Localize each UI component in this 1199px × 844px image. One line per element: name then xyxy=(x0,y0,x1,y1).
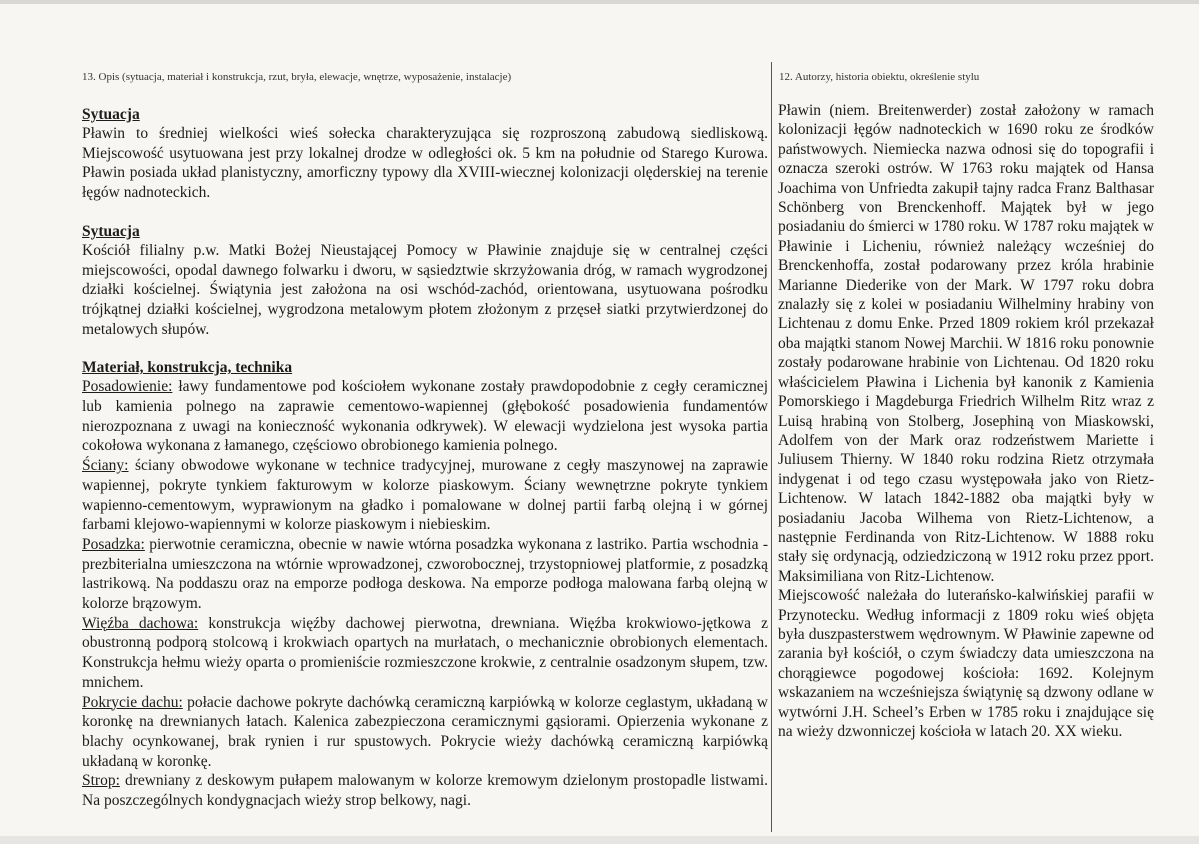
material-item-label: Ściany: xyxy=(82,457,129,475)
material-item-text: ławy fundamentowe pod kościołem wykonane zostały prawdopodobnie z cegły ceramicznej lub kamienia polnego na zaprawie cementowo-wapiennej (głębokość posadowienia fundamentów nierozpoznana z uwagi na konieczność wykonania odkrywek). W elewacji wydzielona jest wysoka partia cokołowa wykonana z łamanego, częściowo obrobionego kamienia polnego. xyxy=(82,378,768,455)
material-item-walls xyxy=(82,456,768,535)
material-item-floor xyxy=(82,535,768,614)
history-column xyxy=(778,70,1154,741)
description-column xyxy=(82,70,768,811)
material-item-roofing xyxy=(82,693,768,772)
material-item-label: Więźba dachowa: xyxy=(82,614,199,632)
section-title-material: Materiał, konstrukcja, technika xyxy=(82,359,293,377)
material-item-roof-truss xyxy=(82,614,768,693)
material-item-text: ściany obwodowe wykonane w technice tradycyjnej, murowane z cegły maszynowej na zaprawie wapiennej, pokryte tynkiem fakturowym w kolorze piaskowym. Ściany wewnętrzne pokryte tynkiem wapienno-cementowym, wyprawionym na gładko i pomalowane w dolnej partii farbą olejną i w górnej farbami klejowo-wapiennymi w kolorze piaskowym i niebieskim. xyxy=(82,457,768,534)
material-item-text: konstrukcja więźby dachowej pierwotna, drewniana. Więźba krokwiowo-jętkowa z obustronną podporą stolcową i krokwiach opartych na murłatach, o mechanicznie obrobionych elementach. Konstrukcja hełmu wieży oparta o promieniście rozmieszczone krokwie, z centralnie osadzonym słupem, tzw. mnichem. xyxy=(82,614,768,691)
material-item-text: połacie dachowe pokryte dachówką ceramiczną karpiówką w kolorze ceglastym, układaną w koronkę na drewnianych łatach. Kalenica zabezpieczona ceramicznymi gąsiorami. Opierzenia wykonane z blachy ocynkowanej, brak rynien i rur spustowych. Pokrycie wieży dachówką ceramiczną karpiówką układaną w koronkę. xyxy=(82,693,769,770)
description-caption: 13. Opis (sytuacja, materiał i konstrukcja, rzut, bryła, elewacje, wnętrze, wyposażenie, instalacje) xyxy=(82,71,512,83)
history-text-parish: Miejscowość należała do luterańsko-kalwińskiej parafii w Przynotecku. Według informacji z 1809 roku wieś objęta była duszpasterstwem wędrownym. W Pławinie zapewne od zarania był kościół, o czym świadczy data umieszczona na chorągiewce pogodowej kościoła: 1692. Kolejnym wskazaniem na wcześniejsza świątynię są dzwony odlane w wytwórni J.H. Scheel’s Erben w 1785 roku i znajdujące się na wieży dzwonniczej kościoła w latach 20. XX wieku. xyxy=(778,587,1154,740)
material-item-foundation xyxy=(82,377,768,456)
material-item-text: drewniany z deskowym pułapem malowanym w kolorze kremowym dzielonym prostopadle listwami. Na poszczególnych kondygnacjach wieży strop belkowy, nagi. xyxy=(82,772,768,810)
material-item-ceiling xyxy=(82,771,768,810)
section-text-situation-church: Kościół filialny p.w. Matki Bożej Nieustającej Pomocy w Pławinie znajduje się w centralnej części miejscowości, opodal dawnego folwarku i dworu, w sąsiedztwie skrzyżowania dróg, w ramach wygrodzonej działki kościelnej. Świątynia jest założona na osi wschód-zachód, orientowana, usytuowana pośrodku trójkątnej działki kościelnej, wygrodzona metalowym płotem złożonym z przęseł siatki przytwierdzonej do metalowych słupów. xyxy=(82,241,768,338)
scan-edge-top xyxy=(0,0,1199,4)
history-caption: 12. Autorzy, historia obiektu, określenie stylu xyxy=(779,71,980,83)
material-item-text: pierwotnie ceramiczna, obecnie w nawie wtórna posadzka wykonana z lastriko. Partia wschodnia - prezbiterialna umieszczona na wtórnie wprowadzonej, czworobocznej, trzystopniowej platformie, z posadzką lastrikową. Na poddaszu oraz na emporze podłoga deskowa. Na emporze podłoga malowana farbą olejną w kolorze brązowym. xyxy=(82,535,768,613)
section-text-situation: Pławin to średniej wielkości wieś sołecka charakteryzująca się rozproszoną zabudową siedliskową. Miejscowość usytuowana jest przy lokalnej drodze w odległości ok. 5 km na południe od Starego Kurowa. Pławin posiada układ planistyczny, amorficzny typowy dla XVIII-wiecznej kolonizacji olęderskiej na terenie łęgów nadnoteckich. xyxy=(82,125,768,202)
section-title-situation: Sytuacja xyxy=(82,106,140,123)
material-item-label: Posadzka: xyxy=(82,535,145,553)
material-item-label: Pokrycie dachu: xyxy=(82,693,183,711)
material-item-label: Strop: xyxy=(82,772,120,790)
history-text: Pławin (niem. Breitenwerder) został założony w ramach kolonizacji łęgów nadnoteckich w 1690 roku ze środków państwowych. Niemiecka nazwa odnosi się do topografii i oznacza szeroki ostrów. W 1763 roku majątek od Hansa Joachima von Unfriedta zakupił tajny radca Franz Balthasar Schönberg von Brenckenhoff. Majątek był w jego posiadaniu do śmierci w 1780 roku. W 1787 roku majątek w Pławinie i Licheniu, również należący wcześniej do Brenckenhoffa, został podarowany przez króla hrabinie Marianne Diederike von der Mark. W 1797 roku dobra znalazły się z kolei w posiadaniu Wilhelminy hrabiny von Lichtenau z domu Enke. Przed 1809 rokiem król przekazał oba majątki stanom Nowej Marchii. W 1816 roku ponownie zostały podarowane hrabinie von Lichtenau. Od 1820 roku właścicielem Pławina i Lichenia był kanonik z Kamienia Pomorskiego i Magdeburga Friedrich Wilhelm Ritz wraz z Luisą hrabiną von Stolberg, Josephiną von Miaskowski, Adolfem von der Mark oraz rodzeństwem Mariette i Juliusem Thierny. W 1840 roku rodzina Rietz otrzymała indygenat i od tego czasu występowała jako von Rietz-Lichtenow. W latach 1842-1882 oba majątki były w posiadaniu Jacoba Wilhema von Rietz-Lichtenow, a następnie Ferdinanda von Ritz-Lichtenow. W 1888 roku stały się ordynacją, odziedziczoną w 1912 roku przez pport. Maksimiliana von Ritz-Lichtenow. xyxy=(778,102,1154,585)
scan-edge-bottom xyxy=(0,836,1199,844)
section-title-situation-church: Sytuacja xyxy=(82,222,140,240)
column-divider xyxy=(771,62,772,832)
material-item-label: Posadowienie: xyxy=(82,378,173,396)
